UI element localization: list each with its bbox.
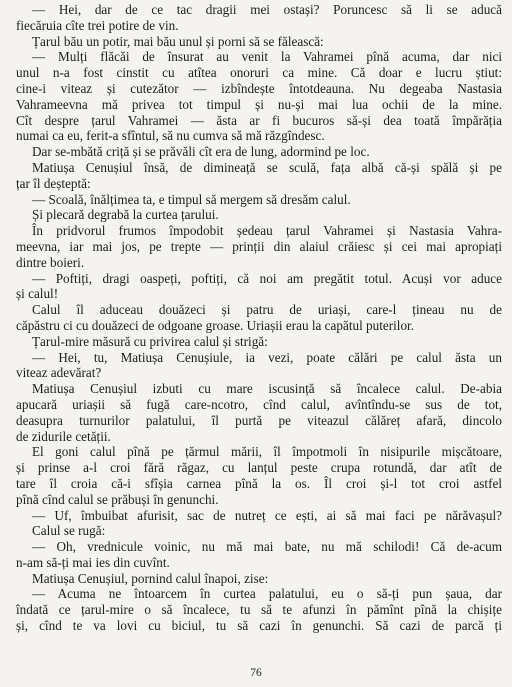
text-line: — Acuma ne întoarcem în curtea palatului, eu o să-ți pun șaua, dar: [32, 586, 502, 602]
text-line: — Oh, vrednicule voinic, nu mă mai bate, nu mă schilodi! Că de-acum: [32, 539, 502, 555]
page-text: [16, 2, 502, 634]
text-line: Dar se-mbătă criță și se prăvăli cît era de lung, adormind pe loc.: [32, 144, 370, 160]
text-line: Cît despre țarul Vahramei — ăsta ar fi bucuros să-și dea toată împărăția: [16, 112, 502, 128]
text-line: Matiușa Cenușiul, pornind calul înapoi, zise:: [32, 570, 269, 586]
text-line: Țarul bău un potir, mai bău unul și porni să se fălească:: [32, 33, 324, 49]
text-line: pînă cînd calul se prăbuși în genunchi.: [16, 491, 219, 507]
text-line: Matiușa Cenușiul izbuti cu mare iscusință să încalece calul. De-abia: [32, 381, 502, 397]
text-line: — Uf, îmbuibat afurisit, sac de nutreț ce ești, ai să mai faci pe nărăvașul?: [32, 507, 502, 523]
page-number: 76: [250, 667, 262, 679]
text-line: țar îl deșteptă:: [16, 175, 91, 191]
text-line: Matiușa Cenușiul însă, de dimineață se sculă, fața albă că-și spălă și pe: [32, 159, 502, 175]
text-line: Vahrameevna mă privea tot timpul și nu-și mai lua ochii de la mine.: [16, 96, 502, 112]
text-line: îndată ce țarul-mire o să încalece, tu să te afunzi în pămînt pînă la chișițe: [16, 602, 502, 618]
text-line: deasupra turnurilor palatului, îl purtă pe viteazul călăreț afară, dincolo: [16, 412, 502, 428]
text-line: apucară uriașii să fugă care-ncotro, cînd calul, avîntîndu-se sus de tot,: [16, 396, 502, 412]
text-line: și prinse a-l croi fără răgaz, cu lanțul peste crupa rotundă, dar atît de: [16, 460, 502, 476]
text-line: și, cînd te va lovi cu biciul, tu să cazi în genunchi. Să cazi de parcă ți: [16, 618, 502, 634]
text-line: — Hei, dar de ce tac dragii mei ostași? Poruncesc să li se aducă: [32, 2, 502, 17]
text-line: numai ca eu, ferit-a sfîntul, să nu cumva să mă răzgîndesc.: [16, 128, 325, 144]
text-line: Calul îl aduceau douăzeci și patru de uriași, care-l țineau nu de: [32, 302, 502, 318]
text-line: El goni calul pînă pe țărmul mării, îl împotmoli în nisipurile mișcătoare,: [32, 444, 502, 460]
text-line: În pridvorul frumos împodobit ședeau țarul Vahramei și Nastasia Vahra-: [32, 223, 502, 239]
text-line: și calul!: [16, 286, 59, 302]
text-line: meevna, iar mai jos, pe trepte — prinții din alaiul crăiesc și cei mai apropiați: [16, 238, 502, 254]
text-line: de zidurile cetății.: [16, 428, 111, 444]
text-line: — Hei, tu, Matiușa Cenușiule, ia vezi, poate călări pe calul ăsta un: [32, 349, 502, 365]
text-line: Calul se rugă:: [32, 523, 106, 539]
text-line: unul n-a fost cinstit cu atîtea onoruri ca mine. Că doar e lucru știut:: [16, 65, 502, 81]
text-line: căpăstru ci cu douăzeci de odgoane groase. Uriașii erau la capătul puterilor.: [16, 317, 415, 333]
text-line: dintre boieri.: [16, 254, 85, 270]
text-line: — Scoală, înălțimea ta, e timpul să mergem să dresăm calul.: [32, 191, 351, 207]
text-line: fiecăruia cîte trei potire de vin.: [16, 17, 179, 33]
text-line: viteaz adevărat?: [16, 365, 102, 381]
text-line: Și plecară degrabă la curtea țarului.: [32, 207, 219, 223]
text-line: cine-i viteaz și cutezător — izbîndește întotdeauna. Nu degeaba Nastasia: [16, 80, 502, 96]
text-line: — Mulți flăcăi de însurat au venit la Vahramei pînă acuma, dar nici: [32, 49, 502, 65]
text-line: tare îl croia că-i sfîșia carnea pînă la os. Îl croi și-l tot croi astfel: [16, 475, 502, 491]
text-line: — Poftiți, dragi oaspeți, poftiți, că noi am pregătit totul. Acuși vor aduce: [32, 270, 502, 286]
text-line: n-am să-ți mai ies din cuvînt.: [16, 554, 170, 570]
text-line: Țarul-mire măsură cu privirea calul și strigă:: [32, 333, 268, 349]
